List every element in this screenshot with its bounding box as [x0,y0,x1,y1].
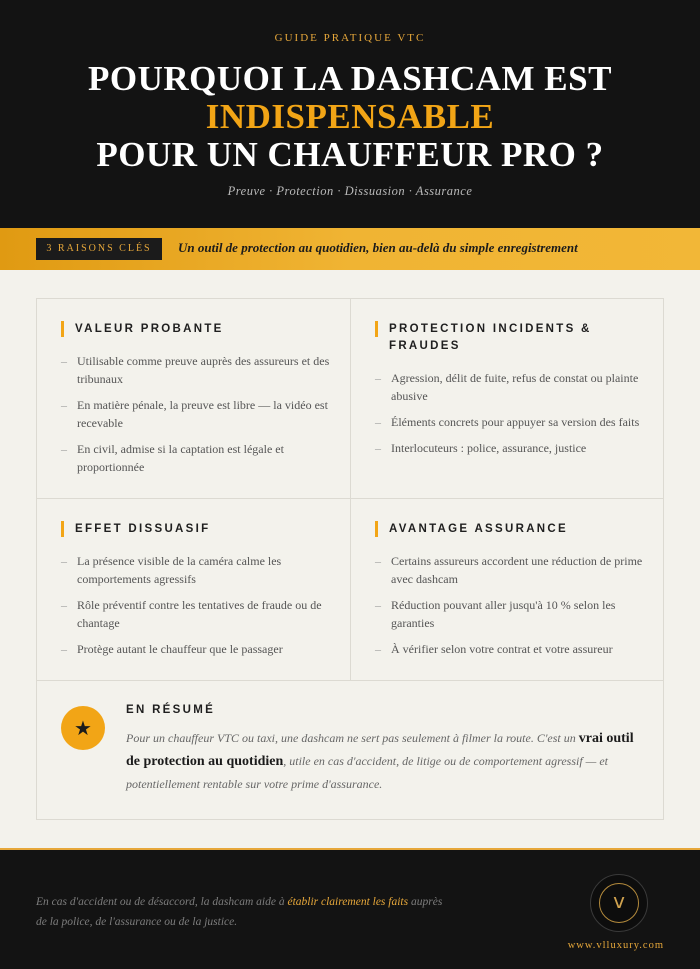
title-line-1: POURQUOI LA DASHCAM EST [88,59,612,98]
list-item: – Agression, délit de fuite, refus de constat ou plainte abusive [375,369,645,405]
card-list [61,552,331,658]
summary-title: EN RÉSUMÉ [126,704,216,716]
card-title: AVANTAGE ASSURANCE [375,521,645,538]
footer-text-start: En cas d'accident ou de désaccord, la dashcam aide à [36,896,288,908]
card-avantage-assurance [375,521,645,666]
card-valeur-probante [61,321,331,484]
card-title: EFFET DISSUASIF [61,521,331,538]
list-item: – En civil, admise si la captation est légale et proportionnée [61,440,331,476]
grid-divider-horizontal [37,680,663,681]
list-item: – Réduction pouvant aller jusqu'à 10 % selon les garanties [375,596,645,632]
summary-text-end: , utile en cas d'accident, de litige ou de comportement agressif — et potentiellement rentable sur votre prime d'assurance. [126,754,608,791]
list-item: – Rôle préventif contre les tentatives de fraude ou de chantage [61,596,331,632]
page-title [0,60,700,174]
list-item: – Certains assureurs accordent une réduction de prime avec dashcam [375,552,645,588]
star-icon: ★ [61,706,105,750]
list-item: – La présence visible de la caméra calme les comportements agressifs [61,552,331,588]
summary-text [126,727,638,796]
card-protection [375,321,645,465]
list-item: – À vérifier selon votre contrat et votre assureur [375,640,645,658]
band-badge: 3 RAISONS CLÉS [36,238,162,260]
list-item: – En matière pénale, la preuve est libre — la vidéo est recevable [61,396,331,432]
summary-text-bold: vrai outil de protection au quotidien [126,731,634,769]
kicker: GUIDE PRATIQUE VTC [274,32,426,44]
title-accent: INDISPENSABLE [205,97,495,136]
card-list [375,369,645,457]
list-item: – Utilisable comme preuve auprès des assureurs et des tribunaux [61,352,331,388]
card-title: PROTECTION INCIDENTS & FRAUDES [375,321,645,355]
header [0,0,700,228]
reasons-grid [36,298,664,820]
grid-divider-vertical [350,299,351,680]
subtitle: Preuve · Protection · Dissuasion · Assurance [227,184,473,198]
band-text: Un outil de protection au quotidien, bien au-delà du simple enregistrement [178,240,578,255]
logo-mark: ⅴ [613,891,625,913]
grid-divider-horizontal [37,498,663,499]
footer-text-end: auprès de la police, de l'assurance ou de la justice. [36,896,443,928]
footer-text [36,892,456,932]
card-effet-dissuasif [61,521,331,666]
list-item: – Protège autant le chauffeur que le passager [61,640,331,658]
footer [0,848,700,969]
footer-text-highlight: établir clairement les faits [287,896,409,908]
card-title: VALEUR PROBANTE [61,321,331,338]
card-list [61,352,331,476]
summary-text-start: Pour un chauffeur VTC ou taxi, une dashcam ne sert pas seulement à filmer la route. C'est un [126,731,579,745]
list-item: – Éléments concrets pour appuyer sa version des faits [375,413,645,431]
website-url[interactable]: www.vlluxury.com [567,940,664,951]
logo-ring [599,883,639,923]
list-item: – Interlocuteurs : police, assurance, justice [375,439,645,457]
card-list [375,552,645,658]
title-line-3: POUR UN CHAUFFEUR PRO ? [96,135,604,174]
key-reasons-band [0,228,700,270]
vl-luxury-logo-icon [590,874,648,932]
